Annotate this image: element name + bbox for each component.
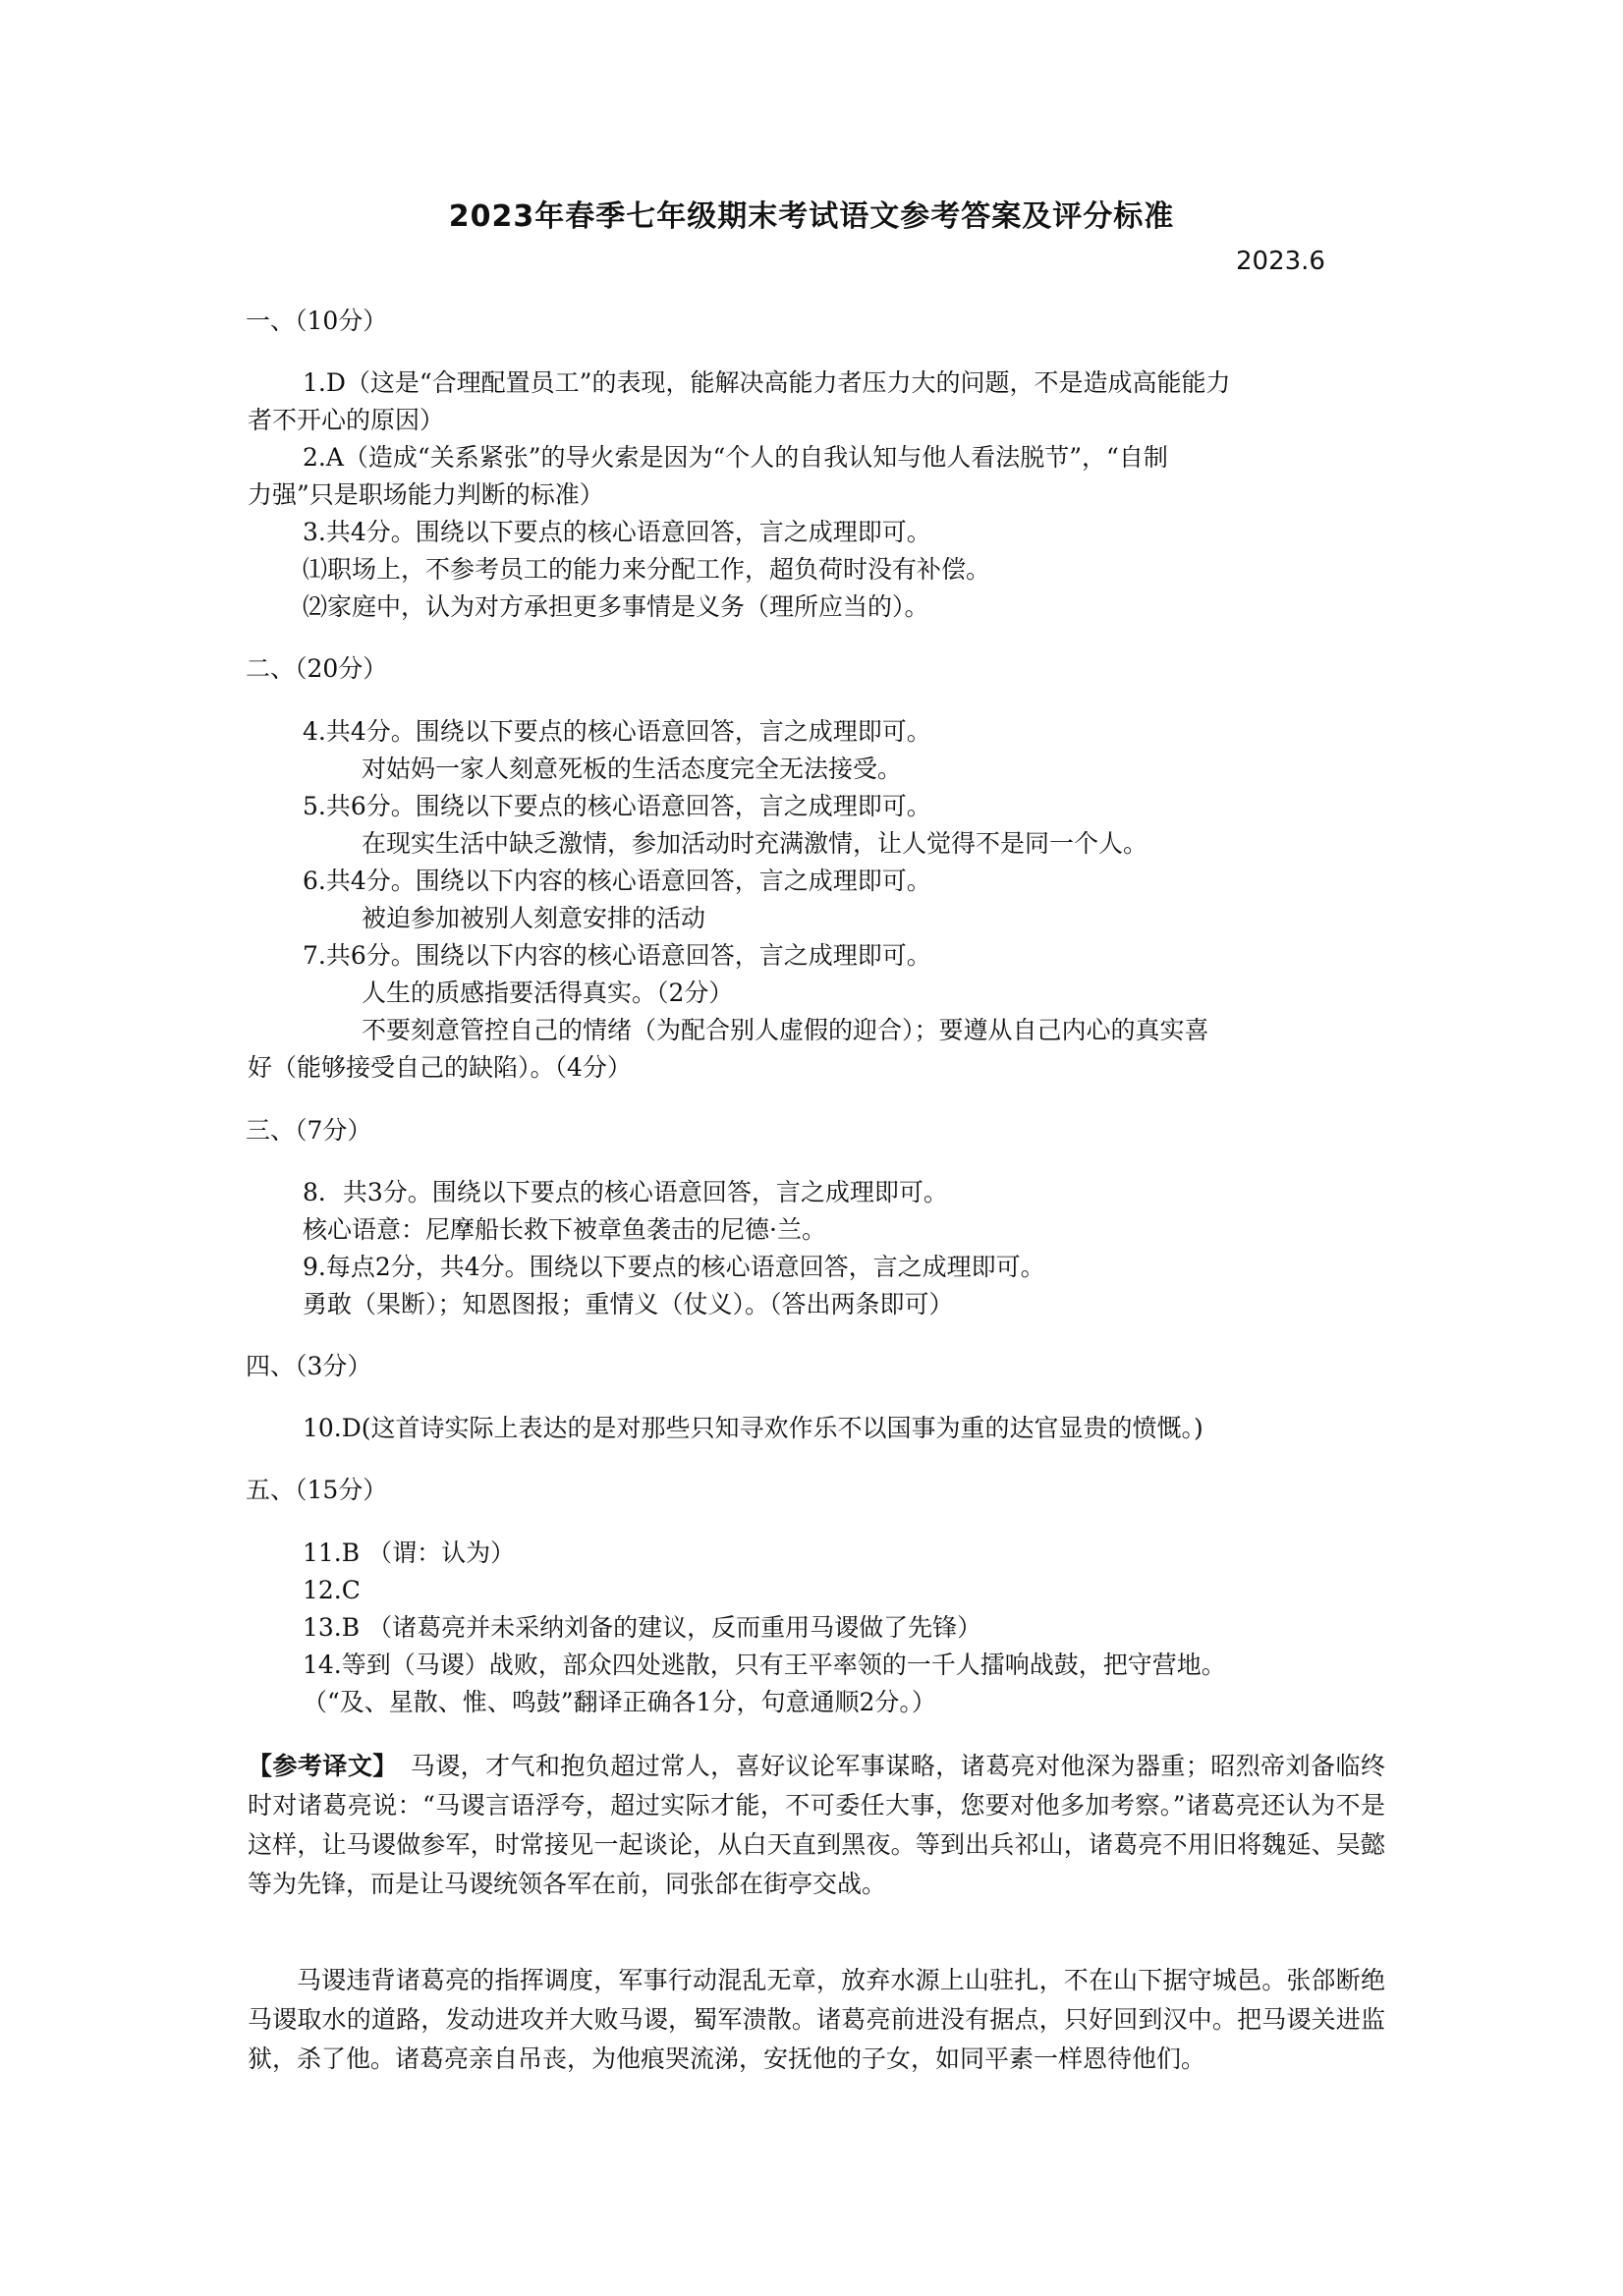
answer-q3: 3.共4分。围绕以下要点的核心语意回答，言之成理即可。 xyxy=(303,518,931,546)
answer-q7-point2-cont: 好（能够接受自己的缺陷）。（4分） xyxy=(248,1053,632,1082)
answer-q2-line1: 2.A（造成“关系紧张”的导火索是因为“个人的自我认知与他人看法脱节”，“自制 xyxy=(303,443,1168,472)
answer-q8-point: 核心语意：尼摩船长救下被章鱼袭击的尼德·兰。 xyxy=(303,1215,826,1244)
translation-paragraph-1 xyxy=(248,1747,1385,1904)
translation-text-2: 马谡违背诸葛亮的指挥调度，军事行动混乱无章，放弃水源上山驻扎，不在山下据守城邑。张郃断绝马谡取水的道路，发动进攻并大败马谡，蜀军溃散。诸葛亮前进没有据点，只好回到汉中。把马谡关进监狱，杀了他。诸葛亮亲自吊丧，为他痕哭流涕，安抚他的子女，如同平素一样恩待他们。 xyxy=(248,1966,1385,2073)
translation-label: 【参考译文】 xyxy=(248,1752,386,1780)
translation-paragraph-2 xyxy=(248,1961,1385,2079)
answer-q5-point: 在现实生活中缺乏激情，参加活动时充满激情，让人觉得不是同一个人。 xyxy=(362,829,1148,858)
section-heading-2: 二、（20分） xyxy=(246,654,388,683)
section-heading-5: 五、（15分） xyxy=(246,1476,388,1504)
answer-q6: 6.共4分。围绕以下内容的核心语意回答，言之成理即可。 xyxy=(303,867,931,895)
answer-q3-point1: ⑴职场上，不参考员工的能力来分配工作，超负荷时没有补偿。 xyxy=(303,555,991,584)
answer-q1-line2: 者不开心的原因） xyxy=(248,406,445,434)
answer-q7: 7.共6分。围绕以下内容的核心语意回答，言之成理即可。 xyxy=(303,941,931,970)
answer-q9-point: 勇敢（果断）；知恩图报；重情义（仗义）。（答出两条即可） xyxy=(303,1290,954,1318)
answer-q4: 4.共4分。围绕以下要点的核心语意回答，言之成理即可。 xyxy=(303,717,931,746)
answer-q7-point1: 人生的质感指要活得真实。（2分） xyxy=(362,979,734,1007)
section-heading-3: 三、（7分） xyxy=(246,1116,372,1145)
answer-q12: 12.C xyxy=(303,1576,361,1604)
answer-q11: 11.B （谓：认为） xyxy=(303,1539,516,1567)
answer-q6-point: 被迫参加被别人刻意安排的活动 xyxy=(362,904,706,932)
answer-q13: 13.B （诸葛亮并未采纳刘备的建议，反而重用马谡做了先锋） xyxy=(303,1613,982,1642)
document-date: 2023.6 xyxy=(1236,247,1325,276)
answer-q10: 10.D(这首诗实际上表达的是对那些只知寻欢作乐不以国事为重的达官显贵的愤慨。) xyxy=(303,1414,1203,1442)
page-title: 2023年春季七年级期末考试语文参考答案及评分标准 xyxy=(448,199,1175,234)
answer-q1-line1: 1.D（这是“合理配置员工”的表现，能解决高能力者压力大的问题，不是造成高能能力 xyxy=(303,368,1231,397)
section-heading-1: 一、（10分） xyxy=(246,307,388,335)
answer-q14-line2: （“及、星散、惟、鸣鼓”翻译正确各1分，句意通顺2分。） xyxy=(303,1688,936,1716)
answer-q4-point: 对姑妈一家人刻意死板的生活态度完全无法接受。 xyxy=(362,755,903,783)
answer-q9: 9.每点2分，共4分。围绕以下要点的核心语意回答，言之成理即可。 xyxy=(303,1253,1045,1281)
answer-q5: 5.共6分。围绕以下要点的核心语意回答，言之成理即可。 xyxy=(303,792,931,820)
answer-q8: 8．共3分。围绕以下要点的核心语意回答，言之成理即可。 xyxy=(303,1178,948,1206)
answer-q7-point2: 不要刻意管控自己的情绪（为配合别人虚假的迎合）；要遵从自己内心的真实喜 xyxy=(362,1016,1209,1044)
answer-q3-point2: ⑵家庭中，认为对方承担更多事情是义务（理所应当的）。 xyxy=(303,592,929,621)
answer-q14-line1: 14.等到（马谡）战败，部众四处逃散，只有王平率领的一千人擂响战鼓，把守营地。 xyxy=(303,1651,1226,1679)
section-heading-4: 四、（3分） xyxy=(246,1352,372,1380)
translation-text-1: 马谡，才气和抱负超过常人，喜好议论军事谋略，诸葛亮对他深为器重；昭烈帝刘备临终时对诸葛亮说：“马谡言语浮夸，超过实际才能，不可委任大事，您要对他多加考察。”诸葛亮还认为不是这样，让马谡做参军，时常接见一起谈论，从白天直到黑夜。等到出兵祁山，诸葛亮不用旧将魏延、吴懿等为先锋，而是让马谡统领各军在前，同张郃在街亭交战。 xyxy=(248,1752,1385,1898)
answer-q2-line2: 力强”只是职场能力判断的标准） xyxy=(248,480,604,509)
